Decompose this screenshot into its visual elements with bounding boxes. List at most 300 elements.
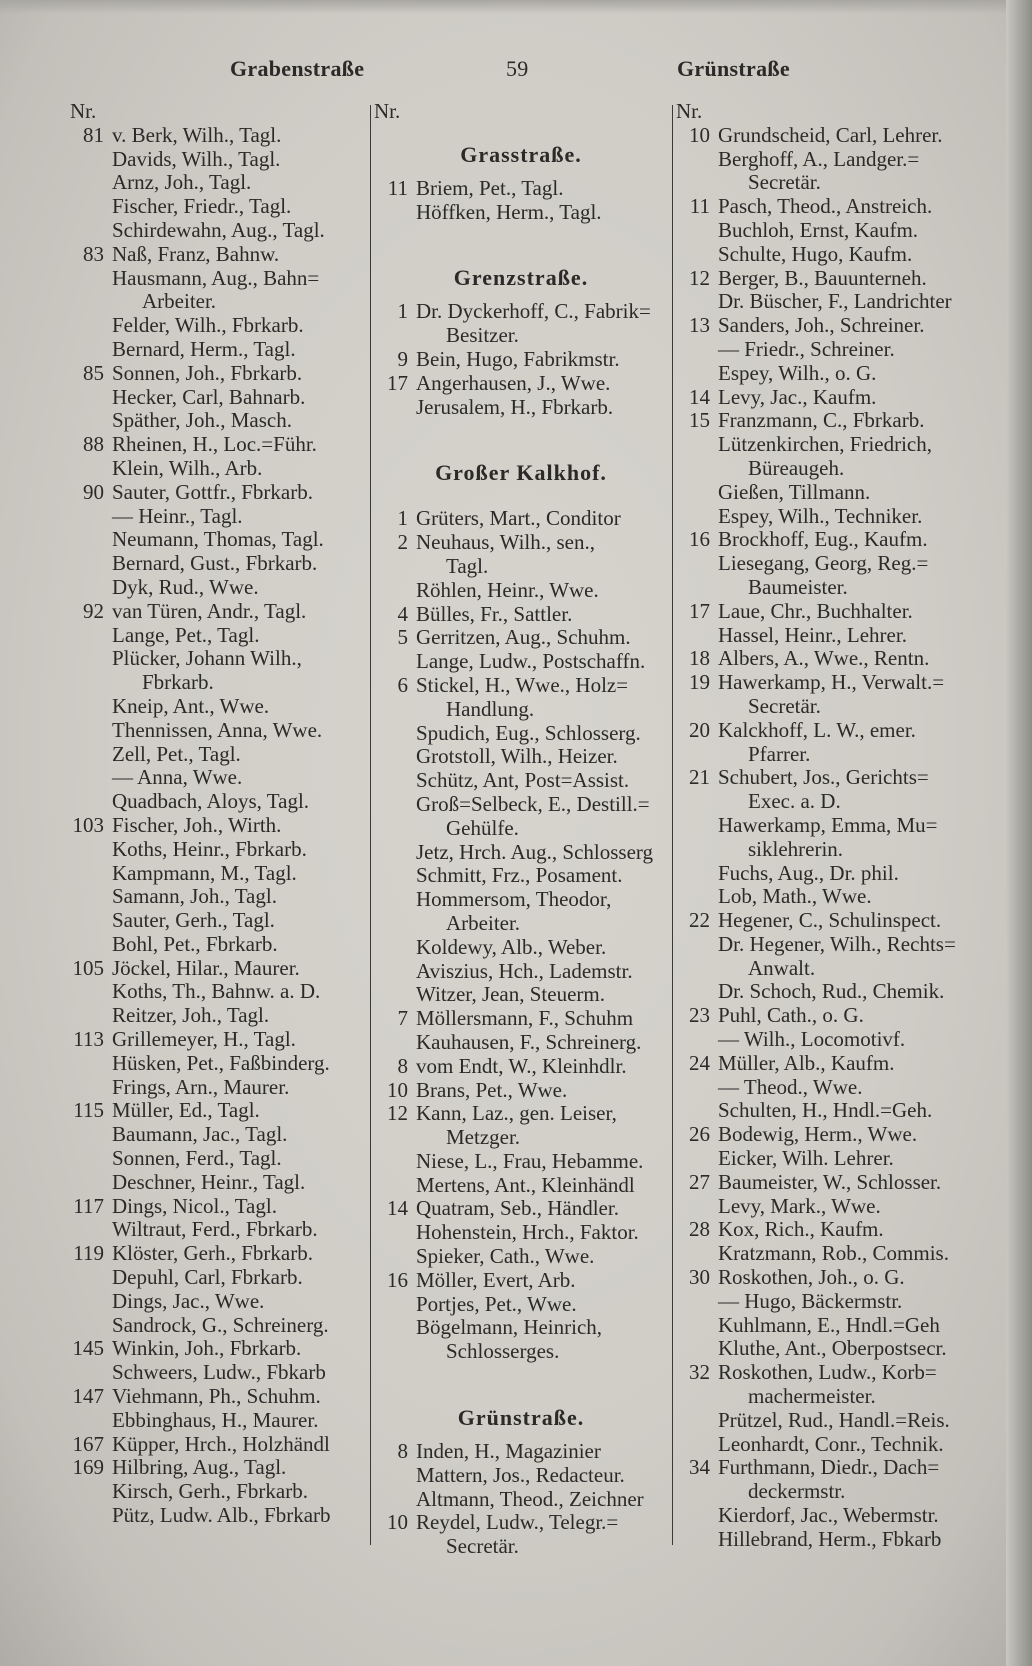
directory-entry [676, 766, 976, 790]
resident-text: Kann, Laz., gen. Leiser, [416, 1101, 617, 1126]
directory-entry [676, 433, 976, 457]
directory-entry [374, 1102, 668, 1126]
column-2 [374, 100, 668, 1559]
column-divider [672, 105, 673, 1545]
resident-text: Arbeiter. [446, 910, 521, 935]
entry-continuation [70, 290, 365, 314]
entry-continuation [374, 698, 668, 722]
resident-text: Dings, Jac., Wwe. [112, 1288, 265, 1313]
house-number: 7 [397, 1006, 408, 1031]
house-number: 18 [689, 646, 710, 671]
house-number: 20 [689, 717, 710, 742]
house-number: 81 [83, 122, 104, 147]
resident-text: Sanders, Joh., Schreiner. [718, 313, 925, 338]
directory-entry [374, 1464, 668, 1488]
resident-text: Leonhardt, Conr., Technik. [718, 1431, 944, 1456]
resident-text: Hommersom, Theodor, [416, 887, 612, 912]
resident-text: Dyk, Rud., Wwe. [112, 574, 259, 599]
directory-entry [676, 1242, 976, 1266]
directory-entry [70, 1076, 365, 1100]
resident-text: Hillebrand, Herm., Fbkarb [718, 1526, 942, 1551]
entry-continuation [676, 695, 976, 719]
directory-entry [70, 195, 365, 219]
entry-continuation [676, 957, 976, 981]
resident-text: Dr. Hegener, Wilh., Rechts= [718, 931, 956, 956]
house-number: 119 [73, 1241, 104, 1266]
directory-entry [374, 1293, 668, 1317]
directory-entry [70, 1480, 365, 1504]
page-edge-right [1006, 0, 1032, 1666]
directory-entry [374, 793, 668, 817]
resident-text: Bögelmann, Heinrich, [416, 1315, 603, 1340]
resident-text: Deschner, Heinr., Tagl. [112, 1169, 306, 1194]
resident-text: Liesegang, Georg, Reg.= [718, 551, 929, 576]
house-number: 8 [397, 1439, 408, 1464]
resident-text: Sauter, Gottfr., Fbrkarb. [112, 479, 313, 504]
resident-text: Briem, Pet., Tagl. [416, 175, 564, 200]
directory-entry [70, 838, 365, 862]
entry-continuation [676, 457, 976, 481]
resident-text: Hohenstein, Hrch., Faktor. [416, 1220, 639, 1245]
nr-label: Nr. [70, 99, 97, 123]
directory-entry [676, 505, 976, 529]
street-heading: Grenzstraße. [453, 265, 589, 291]
directory-entry [70, 624, 365, 648]
directory-entry [676, 1290, 976, 1314]
entry-continuation [70, 671, 365, 695]
resident-text: Jöckel, Hilar., Maurer. [112, 955, 300, 980]
resident-text: siklehrerin. [748, 836, 844, 861]
directory-entry [676, 1099, 976, 1123]
resident-text: Hawerkamp, H., Verwalt.= [718, 670, 945, 695]
resident-text: Fischer, Joh., Wirth. [112, 812, 282, 837]
directory-entry [70, 1504, 365, 1528]
directory-entry [374, 650, 668, 674]
directory-entry [374, 579, 668, 603]
resident-text: — Theod., Wwe. [718, 1074, 863, 1099]
directory-entry [70, 338, 365, 362]
house-number: 6 [397, 672, 408, 697]
resident-text: Fischer, Friedr., Tagl. [112, 194, 292, 219]
house-number: 14 [689, 384, 710, 409]
directory-entry [374, 960, 668, 984]
house-number: 32 [689, 1360, 710, 1385]
resident-text: Secretär. [748, 693, 821, 718]
entry-continuation [374, 555, 668, 579]
house-number: 88 [83, 432, 104, 457]
resident-text: v. Berk, Wilh., Tagl. [112, 122, 282, 147]
street-heading: Grasstraße. [460, 141, 582, 167]
directory-entry [676, 1361, 976, 1385]
resident-text: Hüsken, Pet., Faßbinderg. [112, 1050, 330, 1075]
house-number: 8 [397, 1053, 408, 1078]
directory-entry [70, 219, 365, 243]
directory-entry [70, 576, 365, 600]
directory-entry [676, 1314, 976, 1338]
directory-entry [676, 267, 976, 291]
directory-entry [374, 1221, 668, 1245]
directory-entry [374, 1150, 668, 1174]
page-number: 59 [506, 56, 529, 81]
directory-entry [374, 603, 668, 627]
resident-text: Depuhl, Carl, Fbrkarb. [112, 1265, 303, 1290]
directory-entry [70, 790, 365, 814]
resident-text: Arbeiter. [142, 289, 217, 314]
resident-text: — Hugo, Bäckermstr. [718, 1288, 903, 1313]
resident-text: Koths, Heinr., Fbrkarb. [112, 836, 307, 861]
directory-entry [676, 885, 976, 909]
resident-text: Küpper, Hrch., Holzhändl [112, 1431, 330, 1456]
directory-entry [676, 1171, 976, 1195]
directory-entry [676, 1028, 976, 1052]
resident-text: Röhlen, Heinr., Wwe. [416, 577, 599, 602]
house-number: 4 [397, 601, 408, 626]
running-head-right: Grünstraße [677, 56, 790, 81]
resident-text: Felder, Wilh., Fbrkarb. [112, 313, 304, 338]
resident-text: Sonnen, Joh., Fbrkarb. [112, 360, 303, 385]
house-number: 11 [689, 194, 710, 219]
resident-text: Schlosserges. [446, 1339, 560, 1364]
house-number: 10 [387, 1510, 408, 1535]
resident-text: Mattern, Jos., Redacteur. [416, 1462, 625, 1487]
house-number: 169 [72, 1455, 104, 1480]
directory-entry [676, 1147, 976, 1171]
house-number: 24 [689, 1050, 710, 1075]
resident-text: Stickel, H., Wwe., Holz= [416, 672, 629, 697]
directory-entry [374, 1197, 668, 1221]
resident-text: Schütz, Ant, Post=Assist. [416, 768, 630, 793]
resident-text: Espey, Wilh., o. G. [718, 360, 877, 385]
resident-text: Schweers, Ludw., Fbkarb [112, 1360, 326, 1385]
resident-text: Hilbring, Aug., Tagl. [112, 1455, 287, 1480]
directory-entry [676, 243, 976, 267]
directory-entry [374, 1055, 668, 1079]
directory-entry [374, 1269, 668, 1293]
resident-text: Dr. Schoch, Rud., Chemik. [718, 979, 945, 1004]
resident-text: van Türen, Andr., Tagl. [112, 598, 307, 623]
entry-continuation [374, 1126, 668, 1150]
house-number: 1 [397, 299, 408, 324]
directory-entry [374, 1174, 668, 1198]
directory-entry [676, 1076, 976, 1100]
resident-text: Dr. Büscher, F., Landrichter [718, 289, 952, 314]
house-number: 19 [689, 670, 710, 695]
resident-text: Jetz, Hrch. Aug., Schlosserg [416, 839, 653, 864]
directory-entry [676, 195, 976, 219]
resident-text: Angerhausen, J., Wwe. [416, 370, 611, 395]
directory-entry [676, 1266, 976, 1290]
nr-label: Nr. [676, 99, 703, 123]
resident-text: Kirsch, Gerh., Fbrkarb. [112, 1479, 308, 1504]
resident-text: Groß=Selbeck, E., Destill.= [416, 791, 650, 816]
resident-text: Quadbach, Aloys, Tagl. [112, 789, 310, 814]
resident-text: Späther, Joh., Masch. [112, 408, 292, 433]
resident-text: Pasch, Theod., Anstreich. [718, 194, 933, 219]
resident-text: Büreaugeh. [748, 455, 845, 480]
house-number: 5 [397, 625, 408, 650]
resident-text: Jerusalem, H., Fbrkarb. [416, 394, 614, 419]
resident-text: Bohl, Pet., Fbrkarb. [112, 931, 278, 956]
house-number: 14 [387, 1196, 408, 1221]
directory-entry [676, 528, 976, 552]
resident-text: Inden, H., Magazinier [416, 1439, 601, 1464]
directory-entry [676, 1409, 976, 1433]
house-number: 115 [73, 1098, 104, 1123]
resident-text: Gehülfe. [446, 815, 519, 840]
directory-entry [676, 933, 976, 957]
resident-text: Bülles, Fr., Sattler. [416, 601, 573, 626]
directory-entry [676, 719, 976, 743]
house-number: 26 [689, 1122, 710, 1147]
resident-text: Sandrock, G., Schreinerg. [112, 1312, 329, 1337]
resident-text: Puhl, Cath., o. G. [718, 1003, 864, 1028]
entry-continuation [676, 743, 976, 767]
directory-entry [676, 481, 976, 505]
resident-text: Franzmann, C., Fbrkarb. [718, 408, 925, 433]
house-number: 12 [387, 1101, 408, 1126]
directory-entry [70, 1028, 365, 1052]
house-number: 10 [689, 122, 710, 147]
house-number: 90 [83, 479, 104, 504]
directory-entry [374, 348, 668, 372]
directory-entry [70, 980, 365, 1004]
directory-entry [70, 600, 365, 624]
directory-entry [374, 177, 668, 201]
house-number: 85 [83, 360, 104, 385]
directory-entry [70, 1218, 365, 1242]
directory-entry [676, 1456, 976, 1480]
directory-entry [676, 1218, 976, 1242]
resident-text: Furthmann, Diedr., Dach= [718, 1455, 940, 1480]
directory-entry [374, 936, 668, 960]
resident-text: Secretär. [446, 1534, 519, 1559]
house-number: 147 [72, 1384, 104, 1409]
directory-entry [70, 1337, 365, 1361]
directory-entry [374, 864, 668, 888]
directory-entry [70, 267, 365, 291]
resident-text: Schubert, Jos., Gerichts= [718, 765, 929, 790]
house-number: 22 [689, 908, 710, 933]
page-edge-top [0, 0, 1032, 14]
resident-text: machermeister. [748, 1384, 876, 1409]
resident-text: Brockhoff, Eug., Kaufm. [718, 527, 928, 552]
house-number: 27 [689, 1169, 710, 1194]
resident-text: Neumann, Thomas, Tagl. [112, 527, 324, 552]
resident-text: Kierdorf, Jac., Webermstr. [718, 1503, 939, 1528]
directory-entry [374, 372, 668, 396]
directory-entry [676, 1195, 976, 1219]
directory-entry [70, 885, 365, 909]
resident-text: Baumann, Jac., Tagl. [112, 1122, 288, 1147]
resident-text: Kratzmann, Rob., Commis. [718, 1241, 949, 1266]
directory-entry [70, 1004, 365, 1028]
directory-entry [676, 552, 976, 576]
directory-entry [374, 201, 668, 225]
street-heading: Grünstraße. [457, 1405, 585, 1431]
entry-continuation [374, 912, 668, 936]
resident-text: Bein, Hugo, Fabrikmstr. [416, 346, 620, 371]
resident-text: Zell, Pet., Tagl. [112, 741, 241, 766]
directory-entry [70, 552, 365, 576]
directory-entry [70, 862, 365, 886]
resident-text: Exec. a. D. [748, 789, 841, 814]
directory-entry [70, 243, 365, 267]
directory-entry [676, 980, 976, 1004]
resident-text: Schirdewahn, Aug., Tagl. [112, 217, 325, 242]
resident-text: Grundscheid, Carl, Lehrer. [718, 122, 943, 147]
resident-text: Grotstoll, Wilh., Heizer. [416, 744, 618, 769]
house-number: 167 [72, 1431, 104, 1456]
resident-text: Grüters, Mart., Conditor [416, 506, 621, 531]
house-number: 16 [689, 527, 710, 552]
directory-entry [70, 1195, 365, 1219]
resident-text: Pfarrer. [748, 741, 811, 766]
directory-entry [70, 1147, 365, 1171]
house-number: 92 [83, 598, 104, 623]
entry-continuation [374, 1340, 668, 1364]
directory-entry [676, 862, 976, 886]
directory-entry [70, 362, 365, 386]
resident-text: Aviszius, Hch., Lademstr. [416, 958, 633, 983]
resident-text: Bodewig, Herm., Wwe. [718, 1122, 918, 1147]
directory-entry [374, 396, 668, 420]
resident-text: Laue, Chr., Buchhalter. [718, 598, 913, 623]
resident-text: Arnz, Joh., Tagl. [112, 170, 252, 195]
number-column-label [676, 100, 976, 124]
directory-entry [676, 814, 976, 838]
directory-entry [374, 531, 668, 555]
resident-text: vom Endt, W., Kleinhdlr. [416, 1053, 627, 1078]
house-number: 103 [72, 812, 104, 837]
resident-text: Müller, Alb., Kaufm. [718, 1050, 895, 1075]
directory-entry [676, 1504, 976, 1528]
directory-entry [676, 148, 976, 172]
house-number: 23 [689, 1003, 710, 1028]
directory-entry [374, 983, 668, 1007]
resident-text: Thennissen, Anna, Wwe. [112, 717, 323, 742]
directory-entry [374, 1079, 668, 1103]
resident-text: Kampmann, M., Tagl. [112, 860, 297, 885]
house-number: 30 [689, 1265, 710, 1290]
directory-entry [70, 1266, 365, 1290]
directory-entry [676, 1528, 976, 1552]
resident-text: Espey, Wilh., Techniker. [718, 503, 923, 528]
directory-entry [676, 1052, 976, 1076]
directory-entry [676, 647, 976, 671]
resident-text: Spieker, Cath., Wwe. [416, 1244, 595, 1269]
entry-continuation [676, 576, 976, 600]
directory-entry [70, 1171, 365, 1195]
resident-text: Lange, Pet., Tagl. [112, 622, 260, 647]
resident-text: Tagl. [446, 553, 489, 578]
house-number: 105 [72, 955, 104, 980]
resident-text: Levy, Jac., Kaufm. [718, 384, 877, 409]
street-heading: Großer Kalkhof. [435, 460, 607, 486]
resident-text: Bernard, Herm., Tagl. [112, 336, 296, 361]
directory-entry [70, 743, 365, 767]
directory-entry [70, 695, 365, 719]
resident-text: Fbrkarb. [142, 670, 214, 695]
directory-entry [70, 1409, 365, 1433]
resident-text: Dr. Dyckerhoff, C., Fabrik= [416, 299, 651, 324]
directory-entry [70, 933, 365, 957]
directory-entry [70, 314, 365, 338]
directory-entry [676, 624, 976, 648]
resident-text: Höffken, Herm., Tagl. [416, 199, 602, 224]
resident-text: Kluthe, Ant., Oberpostsecr. [718, 1336, 947, 1361]
entry-continuation [676, 1385, 976, 1409]
house-number: 117 [73, 1193, 104, 1218]
entry-continuation [676, 838, 976, 862]
house-number: 28 [689, 1217, 710, 1242]
directory-entry [70, 1290, 365, 1314]
resident-text: Frings, Arn., Maurer. [112, 1074, 290, 1099]
resident-text: Reydel, Ludw., Telegr.= [416, 1510, 619, 1535]
resident-text: Secretär. [748, 170, 821, 195]
resident-text: Koldewy, Alb., Weber. [416, 934, 607, 959]
resident-text: Baumeister, W., Schlosser. [718, 1169, 942, 1194]
directory-entry [70, 647, 365, 671]
directory-entry [374, 1007, 668, 1031]
resident-text: — Wilh., Locomotivf. [718, 1027, 906, 1052]
resident-text: Müller, Ed., Tagl. [112, 1098, 260, 1123]
resident-text: Hausmann, Aug., Bahn= [112, 265, 320, 290]
directory-entry [70, 1314, 365, 1338]
house-number: 34 [689, 1455, 710, 1480]
entry-continuation [374, 1535, 668, 1559]
resident-text: Rheinen, H., Loc.=Führ. [112, 432, 317, 457]
resident-text: Klöster, Gerh., Fbrkarb. [112, 1241, 313, 1266]
resident-text: Eicker, Wilh. Lehrer. [718, 1146, 894, 1171]
directory-entry [374, 674, 668, 698]
directory-entry [70, 171, 365, 195]
directory-entry [70, 505, 365, 529]
directory-entry [70, 1433, 365, 1457]
directory-entry [70, 909, 365, 933]
resident-text: Winkin, Joh., Fbrkarb. [112, 1336, 302, 1361]
resident-text: Lange, Ludw., Postschaffn. [416, 649, 646, 674]
house-number: 21 [689, 765, 710, 790]
resident-text: — Heinr., Tagl. [112, 503, 243, 528]
resident-text: Klein, Wilh., Arb. [112, 455, 263, 480]
directory-entry [374, 769, 668, 793]
resident-text: — Anna, Wwe. [112, 765, 243, 790]
directory-entry [676, 1433, 976, 1457]
resident-text: Berger, B., Bauunterneh. [718, 265, 927, 290]
house-number: 10 [387, 1077, 408, 1102]
resident-text: Möller, Evert, Arb. [416, 1267, 576, 1292]
resident-text: Reitzer, Joh., Tagl. [112, 1003, 270, 1028]
directory-entry [70, 1099, 365, 1123]
directory-entry [374, 888, 668, 912]
house-number: 16 [387, 1267, 408, 1292]
resident-text: Sonnen, Ferd., Tagl. [112, 1146, 282, 1171]
resident-text: Pütz, Ludw. Alb., Fbrkarb [112, 1503, 331, 1528]
directory-entry [70, 457, 365, 481]
house-number: 83 [83, 241, 104, 266]
house-number: 2 [397, 530, 408, 555]
resident-text: Lützenkirchen, Friedrich, [718, 432, 932, 457]
resident-text: Naß, Franz, Bahnw. [112, 241, 280, 266]
resident-text: Schulten, H., Hndl.=Geh. [718, 1098, 933, 1123]
nr-label: Nr. [374, 99, 401, 123]
resident-text: Hassel, Heinr., Lehrer. [718, 622, 907, 647]
directory-entry [676, 909, 976, 933]
house-number: 113 [73, 1027, 104, 1052]
directory-entry [374, 722, 668, 746]
entry-continuation [676, 1480, 976, 1504]
directory-entry [676, 1004, 976, 1028]
